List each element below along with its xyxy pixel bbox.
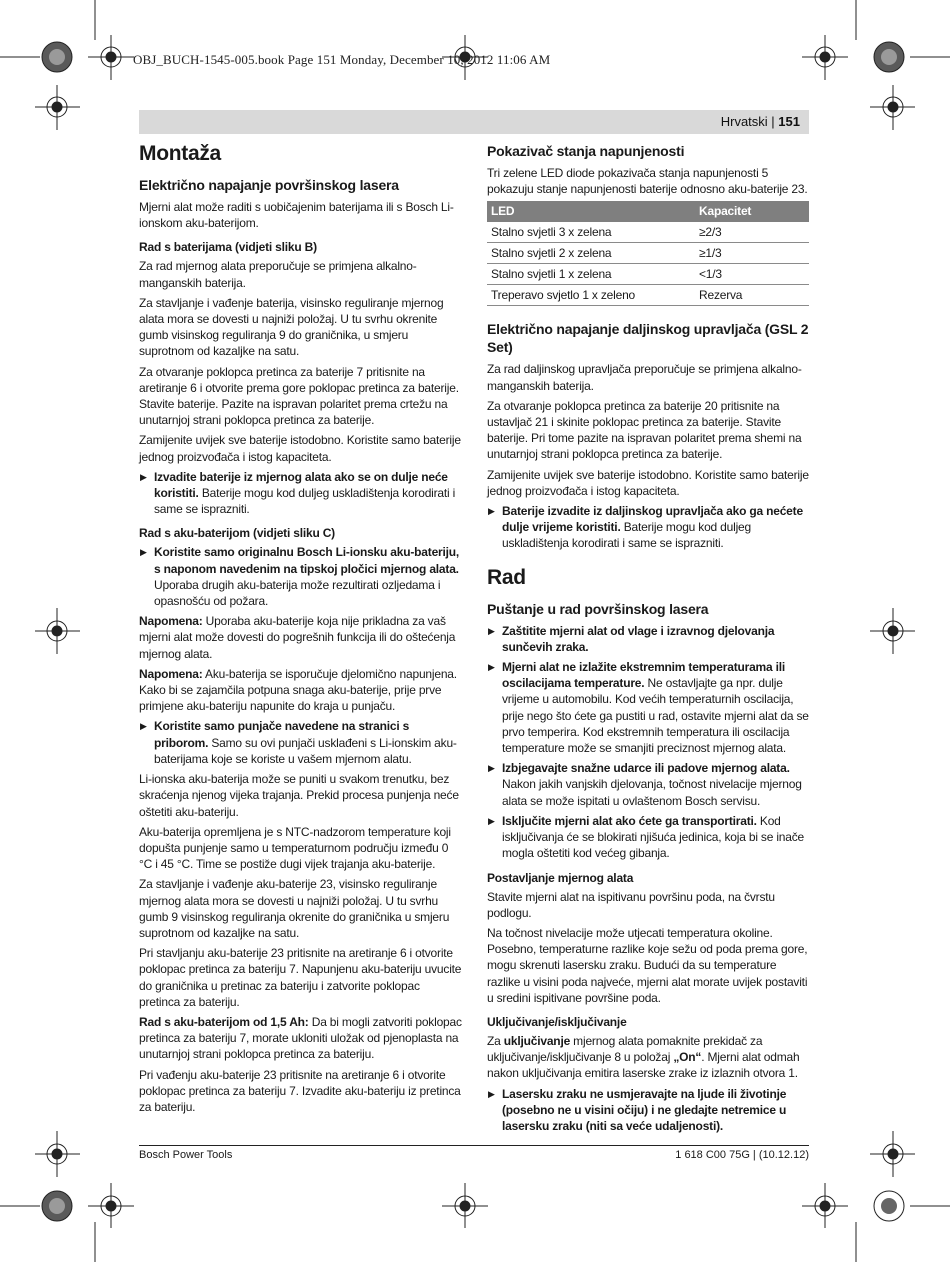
warning-text: Ne ostavljajte ga npr. dulje vrijeme u automobilu. Kod većih temperaturnih oscilacija, prije nego što ćete ga pustiti u rad, ostavite mjerni alat da se prvo temperira. Kod ekstremnih temperatura ili oscilacija temperature može se smanjiti preciznost mjernog alata. (502, 676, 809, 756)
warning-bold: Isključite mjerni alat ako ćete ga transportirati. (502, 813, 757, 828)
table-row (487, 285, 809, 306)
paragraph: Zamijenite uvijek sve baterije istodobno. Koristite samo baterije jednog proizvođača i istog kapaciteta. (487, 467, 809, 498)
warning-bold: Baterije izvadite iz daljinskog upravljača ako ga nećete dulje vrijeme koristiti. (502, 504, 803, 535)
warning-bold: Izvadite baterije iz mjernog alata ako se on dulje neće koristiti. (154, 469, 448, 501)
warning-item (139, 718, 463, 767)
warning-text: Kod isključivanja će se blokirati njišuća jedinica, koja bi se inače mogla oštetiti kod većeg gibanja. (502, 813, 805, 861)
paragraph: Za otvaranje poklopca pretinca za baterije 20 pritisnite na ustavljač 21 i skinite poklopac pretinca za baterije. Stavite baterije. Pri tome pazite na ispravan polaritet prema shemi na unutarnjoj strani poklopca pretinca za baterije. (487, 398, 802, 462)
paragraph: Mjerni alat može raditi s uobičajenim baterijama ili s Bosch Li-ionskom aku-baterijom. (139, 200, 454, 231)
heading-remote-power: Električno napajanje daljinskog upravljača (GSL 2 Set) (487, 321, 809, 356)
warning-text: Baterije mogu kod duljeg uskladištenja korodirati i same se isprazniti. (502, 520, 751, 551)
paragraph: Za rad mjernog alata preporučuje se primjena alkalno-manganskih baterija. (139, 259, 417, 290)
paragraph: Za rad daljinskog upravljača preporučuje se primjena alkalno-manganskih baterija. (487, 362, 802, 393)
warning-item (487, 760, 811, 809)
paragraph: Za stavljanje i vađenje aku-baterije 23, visinsko reguliranje mjernog alata mora se dovesti u najniži položaj. U tu svrhu gumb 9 visinskog reguliranja okrenite do graničnika u smjeru suprotnom od kazaljke na satu. (139, 877, 450, 940)
text-run-bold: uključivanje (503, 1033, 571, 1048)
section-title-rad: Rad (487, 565, 526, 589)
warning-text: Nakon jakih vanjskih djelovanja, točnost nivelacije mjernog alata se može ispitati u ovlaštenom Bosch servisu. (502, 777, 802, 808)
heading-charge-indicator: Pokazivač stanja napunjenosti (487, 143, 685, 159)
table-cell-capacity: Rezerva (695, 285, 809, 306)
heading-akku: Rad s aku-baterijom (vidjeti sliku C) (139, 526, 335, 541)
text-run: mjernog alata pomaknite prekidač za uključivanje/isključivanje 8 u položaj (487, 1033, 763, 1065)
warning-bold: Mjerni alat ne izlažite ekstremnim temperaturama ili oscilacijama temperature. (502, 660, 786, 691)
table-row (487, 264, 809, 285)
paragraph-text: Da bi mogli zatvoriti poklopac pretinca za bateriju 7, morate ukloniti uložak od pjenoplasta na unutarnjoj strani poklopca pretinca za bateriju. (139, 1014, 462, 1062)
paragraph (487, 1033, 811, 1082)
table-row (487, 242, 809, 263)
paragraph: Tri zelene LED diode pokazivača stanja napunjenosti 5 pokazuju stanje napunjenosti baterije odnosno aku-baterije 23. (487, 166, 808, 197)
footer-brand: Bosch Power Tools (139, 1149, 233, 1161)
heading-batteries: Rad s baterijama (vidjeti sliku B) (139, 240, 317, 255)
paragraph: Stavite mjerni alat na ispitivanu površinu poda, na čvrstu podlogu. (487, 889, 775, 920)
text-run: Za (487, 1033, 504, 1048)
paragraph-bold-lead: Rad s aku-baterijom od 1,5 Ah: (139, 1014, 309, 1029)
note-label: Napomena: (139, 614, 203, 629)
paragraph: Na točnost nivelacije može utjecati temperatura okoline. Posebno, temperaturne razlike koje sežu od poda prema gore, mogu skrenuti lasersku zraku. Budući da su temperature razlike u visini poda najveće, mjerni alat morate uvijek postaviti u sredini ispitivane površine poda. (487, 925, 808, 1005)
warning-item (487, 503, 811, 552)
table-header-led: LED (487, 201, 695, 221)
warning-item (487, 659, 811, 756)
warning-bold: Zaštitite mjerni alat od vlage i izravnog djelovanja sunčevih zraka. (502, 623, 775, 654)
left-column (139, 140, 463, 1119)
heading-start-up: Puštanje u rad površinskog lasera (487, 600, 709, 617)
subsection-power-supply: Električno napajanje površinskog lasera (139, 177, 399, 193)
footer-doc-number: 1 618 C00 75G | (10.12.12) (675, 1149, 809, 1161)
header-language: Hrvatski (720, 114, 768, 129)
note-label: Napomena: (139, 666, 203, 681)
table-cell-capacity: <1/3 (695, 264, 809, 285)
paragraph (139, 1014, 463, 1063)
warning-item (139, 469, 463, 518)
warning-bold: Koristite samo punjače navedene na stranici s priborom. (154, 719, 410, 750)
text-run-bold: „On“ (673, 1050, 702, 1065)
paragraph: Za otvaranje poklopca pretinca za baterije 7 pritisnite na aretiranje 6 i otvorite prema gore poklopac pretinca za baterije. Stavite baterije. Pazite na ispravan polaritet prema crtežu na unutarnjoj strani poklopca pretinca za baterije. (139, 364, 459, 428)
warning-text: Uporaba drugih aku-baterija može rezultirati ozljedama i opasnošću od požara. (154, 577, 441, 609)
warning-item (487, 1086, 811, 1135)
table-header-capacity: Kapacitet (695, 201, 809, 221)
warning-item (487, 623, 811, 655)
print-slug-line: OBJ_BUCH-1545-005.book Page 151 Monday, December 10, 2012 11:06 AM (133, 52, 551, 67)
page-number: 151 (778, 114, 800, 129)
charge-capacity-table (487, 201, 809, 306)
header-separator: | (767, 114, 779, 129)
paragraph: Pri vađenju aku-baterije 23 pritisnite na aretiranje 6 i otvorite poklopac pretinca za bateriju 7. Izvadite aku-bateriju iz pretinca za bateriju. (139, 1067, 461, 1114)
table-cell-led: Stalno svjetli 2 x zelena (487, 242, 695, 263)
section-title-montaza: Montaža (139, 142, 221, 165)
table-header-row (487, 201, 809, 221)
table-cell-capacity: ≥1/3 (695, 242, 809, 263)
note-text: Aku-baterija se isporučuje djelomično napunjena. Kako bi se zajamčila potpuna snaga aku-baterije, prije prve primjene aku-bateriju napunite do kraja u punjaču. (139, 666, 457, 714)
table-cell-led: Treperavo svjetlo 1 x zeleno (487, 285, 695, 306)
paragraph: Li-ionska aku-baterija može se puniti u svakom trenutku, bez skraćenja njenog vijeka trajanja. Prekid procesa punjenja neće oštetiti aku-bateriju. (139, 772, 459, 819)
table-row (487, 222, 809, 243)
note-text: Uporaba aku-baterije koja nije prikladna za vaš mjerni alat može dovesti do pogrešnih funkcija ili do oštećenja mjernog alata. (139, 614, 456, 661)
warning-item (139, 544, 463, 609)
warning-bold: Lasersku zraku ne usmjeravajte na ljude ili životinje (posebno ne u visini očiju) i ne gledajte netremice u lasersku zraku (niti sa veće udaljenosti). (502, 1086, 787, 1133)
warning-text: Baterije mogu kod duljeg uskladištenja korodirati i same se isprazniti. (154, 486, 456, 517)
table-cell-capacity: ≥2/3 (695, 222, 809, 243)
warning-item (487, 813, 811, 862)
warning-bold: Izbjegavajte snažne udarce ili padove mjernog alata. (502, 761, 790, 776)
table-cell-led: Stalno svjetli 3 x zelena (487, 222, 695, 243)
paragraph: Zamijenite uvijek sve baterije istodobno. Koristite samo baterije jednog proizvođača i istog kapaciteta. (139, 433, 461, 464)
note (139, 613, 463, 662)
paragraph: Pri stavljanju aku-baterije 23 pritisnite na aretiranje 6 i otvorite poklopac pretinca za bateriju 7. Napunjenu aku-bateriju uvucite do graničnika u pretinac za bateriju i zatvorite poklopac pretinca za bateriju. (139, 946, 462, 1009)
heading-placement: Postavljanje mjernog alata (487, 870, 634, 885)
footer-rule (139, 1145, 809, 1146)
table-cell-led: Stalno svjetli 1 x zelena (487, 264, 695, 285)
heading-on-off: Uključivanje/isključivanje (487, 1014, 627, 1029)
warning-bold: Koristite samo originalnu Bosch Li-ionsku aku-bateriju, s naponom navedenim na tipskoj pločici mjernog alata. (154, 545, 460, 576)
paragraph: Za stavljanje i vađenje baterija, visinsko reguliranje mjernog alata mora se dovesti u najniži položaj. U tu svrhu okrenite gumb visinskog reguliranja 9 do graničnika, u smjeru suprotnom od kazaljke na satu. (139, 295, 444, 359)
note (139, 666, 463, 715)
page-header-bar (139, 110, 809, 134)
text-run: . Mjerni alat odmah nakon uključivanja emitira laserske zrake iz izlaznih otvora 1. (487, 1050, 800, 1081)
paragraph: Aku-baterija opremljena je s NTC-nadzorom temperature koji dopušta punjenje samo u temperaturnom području između 0 °C i 45 °C. Time se postiže dugi vijek trajanja aku-baterije. (139, 824, 451, 872)
warning-text: Samo su ovi punjači usklađeni s Li-ionskim aku-baterijama koje se koriste u vašem mjernom alatu. (154, 735, 457, 766)
right-column (487, 142, 811, 1138)
page-header (721, 114, 800, 129)
